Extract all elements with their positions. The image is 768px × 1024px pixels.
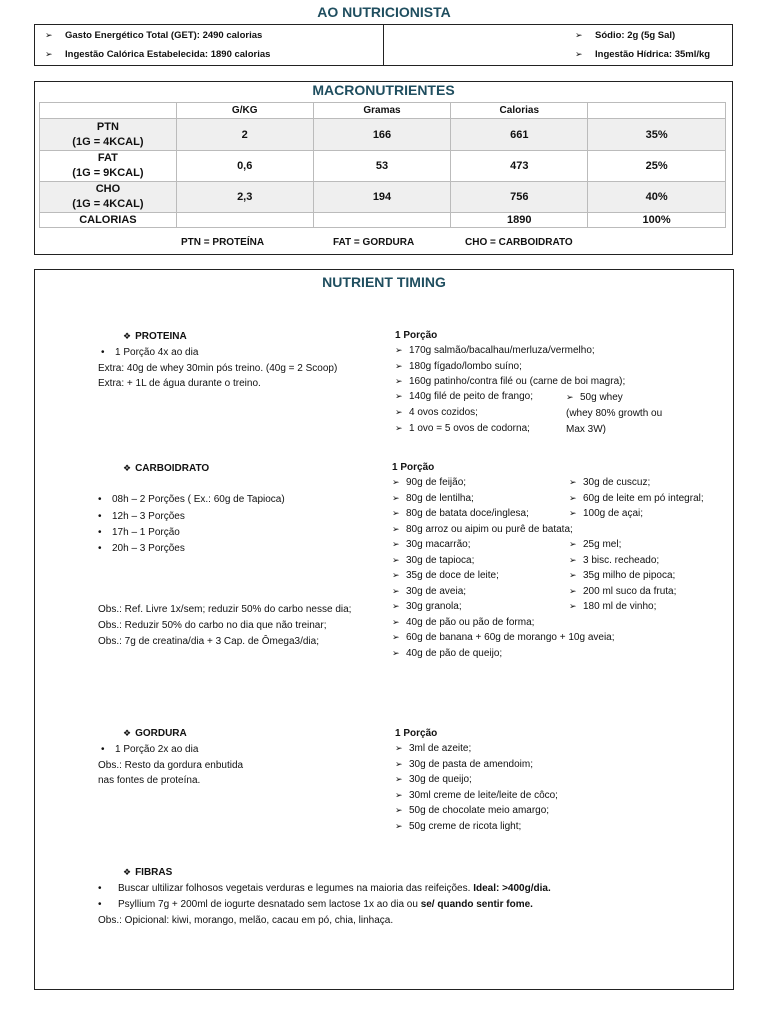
list-item: ➢ 80g arroz ou aipim ou purê de batata; [392,523,573,535]
obs-line: Obs.: Resto da gordura enbutida [98,760,244,771]
list-item: ➢ 25g mel; [569,539,622,550]
list-item: ➢ 30g de aveia; [392,585,467,597]
page-title: AO NUTRICIONISTA [317,4,451,20]
list-item: ➢ 30g de queijo; [395,774,472,785]
arrow-icon: ➢ [575,30,583,40]
summary-get: ➢ Gasto Energético Total (GET): 2490 calorias [45,30,263,41]
list-item: ➢ 30ml creme de leite/leite de côco; [395,789,558,801]
proteina-heading: ❖ PROTEINA [123,331,187,342]
timing-box [34,269,734,990]
list-item: ➢ 180 ml de vinho; [569,601,657,612]
legend-cho: CHO = CARBOIDRATO [465,237,573,248]
list-item: • Buscar ultilizar folhosos vegetais verduras e legumes na maioria das reifeições. Ideal: >400g/dia. [98,883,551,894]
timing-title: NUTRIENT TIMING [322,274,446,290]
list-item: • 12h – 3 Porções [98,511,185,522]
macro-title: MACRONUTRIENTES [312,82,455,98]
arrow-icon: ➢ [569,477,577,487]
arrow-icon: ➢ [392,632,400,642]
diamond-icon: ❖ [123,728,132,738]
list-item: ➢ 50g whey [566,392,623,403]
list-item: ➢ 140g filé de peito de frango; [395,391,533,402]
table-total-row: CALORIAS 1890 100% [40,213,726,228]
table-row: FAT (1G = 9KCAL) 0,6 53 473 25% [40,151,726,182]
list-item: ➢ 3ml de azeite; [395,743,472,754]
arrow-icon: ➢ [392,492,400,503]
list-item: ➢ 35g milho de pipoca; [569,570,676,581]
arrow-icon: ➢ [569,570,577,580]
table-header-row [40,103,726,119]
gordura-heading: ❖ GORDURA [123,728,187,739]
arrow-icon: ➢ [395,743,403,753]
macro-table [39,102,726,228]
table-row: PTN (1G = 4KCAL) 2 166 661 35% [40,119,726,151]
arrow-icon: ➢ [45,49,53,59]
arrow-icon: ➢ [575,49,583,59]
list-item: ➢ 40g de pão ou pão de forma; [392,616,535,628]
list-item: ➢ 90g de feijão; [392,477,467,488]
macro-box [34,81,733,255]
list-item: ➢ 30g de tapioca; [392,554,475,566]
col-header: Calorias [451,103,588,119]
arrow-icon: ➢ [395,774,403,784]
arrow-icon: ➢ [392,647,400,658]
carbo-heading: ❖ CARBOIDRATO [123,463,210,474]
list-item: • 17h – 1 Porção [98,527,180,538]
arrow-icon: ➢ [392,477,400,487]
side-note: (whey 80% growth ou [566,408,663,419]
list-item: ➢ 3 bisc. recheado; [569,554,660,566]
arrow-icon: ➢ [395,820,403,831]
list-item: ➢ 40g de pão de queijo; [392,647,503,659]
portion-title: 1 Porção [392,462,435,473]
list-item: ➢ 60g de leite em pó integral; [569,492,704,504]
arrow-icon: ➢ [569,554,577,565]
list-item: • 1 Porção 4x ao dia [101,347,199,358]
col-header: G/KG [176,103,313,119]
obs-line: nas fontes de proteína. [98,775,201,786]
list-item: ➢ 1 ovo = 5 ovos de codorna; [395,423,530,434]
summary-sodio: ➢ Sódio: 2g (5g Sal) [575,30,676,41]
list-item: ➢ 80g de batata doce/inglesa; [392,508,529,519]
list-item: ➢ 200 ml suco da fruta; [569,585,677,597]
arrow-icon: ➢ [395,789,403,800]
list-item: ➢ 30g granola; [392,601,462,612]
obs-line: Obs.: Reduzir 50% do carbo no dia que não treinar; [98,620,327,631]
summary-hidrica: ➢ Ingestão Hídrica: 35ml/kg [575,49,711,60]
arrow-icon: ➢ [392,508,400,518]
list-item: • 1 Porção 2x ao dia [101,744,199,755]
arrow-icon: ➢ [569,508,577,518]
obs-line: Obs.: Ref. Livre 1x/sem; reduzir 50% do carbo nesse dia; [98,604,352,615]
summary-box [34,24,733,66]
fibras-heading: ❖ FIBRAS [123,867,173,878]
col-header: Gramas [313,103,451,119]
list-item: ➢ 30g de cuscuz; [569,477,651,488]
note-line: Extra: 40g de whey 30min pós treino. (40g = 2 Scoop) [98,363,338,374]
arrow-icon: ➢ [392,616,400,627]
diamond-icon: ❖ [123,463,132,473]
list-item: ➢ 180g fígado/lombo suíno; [395,361,522,372]
portion-title: 1 Porção [395,728,438,739]
list-item: ➢ 60g de banana + 60g de morango + 10g aveia; [392,632,615,643]
note-line: Extra: + 1L de água durante o treino. [98,378,261,389]
table-row: CHO (1G = 4KCAL) 2,3 194 756 40% [40,182,726,213]
arrow-icon: ➢ [392,570,400,580]
diamond-icon: ❖ [123,331,132,341]
obs-line: Obs.: Opicional: kiwi, morango, melão, cacau em pó, chia, linhaça. [98,915,394,926]
arrow-icon: ➢ [569,585,577,596]
list-item: ➢ 160g patinho/contra filé ou (carne de boi magra); [395,376,626,387]
list-item: ➢ 30g macarrão; [392,539,471,550]
arrow-icon: ➢ [45,30,53,40]
list-item: ➢ 50g creme de ricota light; [395,820,522,832]
portion-title: 1 Porção [395,330,438,341]
list-item: ➢ 35g de doce de leite; [392,570,499,581]
legend-ptn: PTN = PROTEÍNA [181,237,265,248]
legend-fat: FAT = GORDURA [333,237,415,248]
list-item: ➢ 100g de açai; [569,508,644,519]
list-item: ➢ 170g salmão/bacalhau/merluza/vermelho; [395,345,595,356]
list-item: ➢ 50g de chocolate meio amargo; [395,805,550,816]
diamond-icon: ❖ [123,867,132,877]
arrow-icon: ➢ [395,805,403,815]
list-item: • 08h – 2 Porções ( Ex.: 60g de Tapioca) [98,494,285,505]
arrow-icon: ➢ [569,539,577,549]
obs-line: Obs.: 7g de creatina/dia + 3 Cap. de Ômega3/dia; [98,636,319,647]
list-item: ➢ 30g de pasta de amendoim; [395,758,533,770]
arrow-icon: ➢ [392,539,400,549]
side-note: Max 3W) [566,424,606,435]
arrow-icon: ➢ [392,601,400,611]
summary-ingestao: ➢ Ingestão Calórica Estabelecida: 1890 calorias [45,49,271,60]
arrow-icon: ➢ [395,758,403,769]
arrow-icon: ➢ [569,492,577,503]
list-item: • 20h – 3 Porções [98,543,185,554]
list-item: • Psyllium 7g + 200ml de iogurte desnatado sem lactose 1x ao dia ou se/ quando sentir fome. [98,899,533,910]
arrow-icon: ➢ [392,523,400,534]
list-item: ➢ 80g de lentilha; [392,492,474,504]
arrow-icon: ➢ [392,585,400,596]
arrow-icon: ➢ [392,554,400,565]
arrow-icon: ➢ [569,601,577,611]
list-item: ➢ 4 ovos cozidos; [395,407,478,418]
